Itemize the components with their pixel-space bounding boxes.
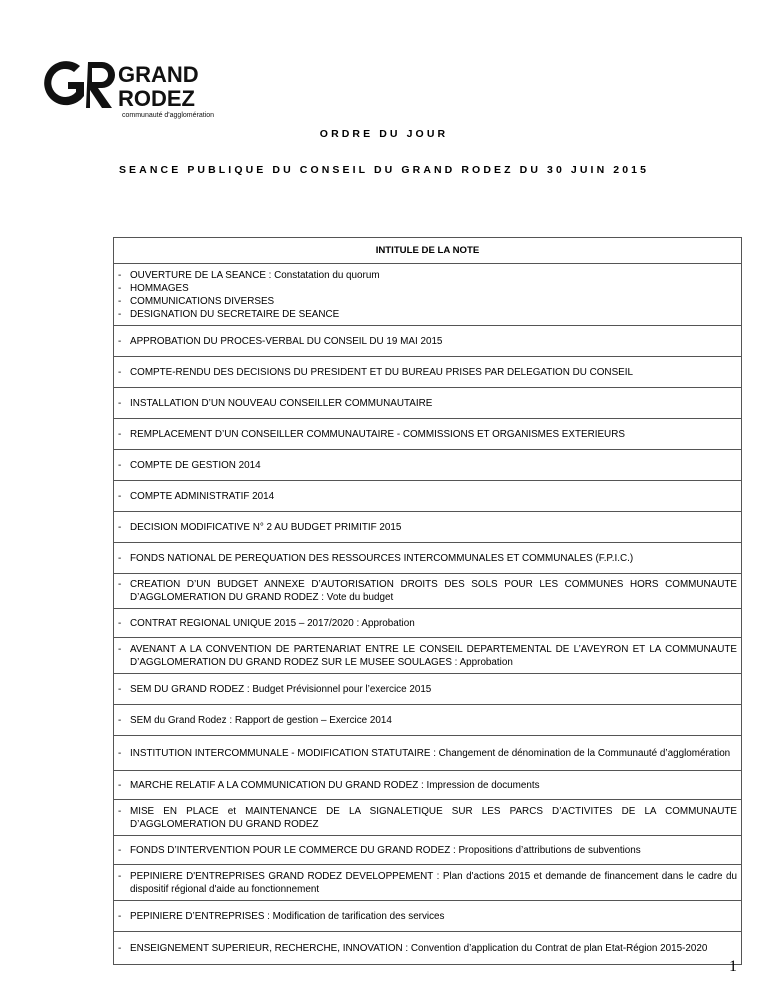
page-subtitle: SEANCE PUBLIQUE DU CONSEIL DU GRAND RODEZ DU 30 JUIN 2015 xyxy=(118,164,650,176)
list-item: - COMMUNICATIONS DIVERSES xyxy=(118,295,275,307)
table-row: - ENSEIGNEMENT SUPERIEUR, RECHERCHE, INNOVATION : Convention d’application du Contrat de plan Etat-Région 2015-2020 xyxy=(114,932,741,965)
logo-mark xyxy=(40,48,240,123)
table-row: - COMPTE DE GESTION 2014 xyxy=(114,450,741,481)
agenda-table xyxy=(113,237,742,965)
table-row: - FONDS NATIONAL DE PEREQUATION DES RESSOURCES INTERCOMMUNALES ET COMMUNALES (F.P.I.C.) xyxy=(114,543,741,574)
list-item: - DESIGNATION DU SECRETAIRE DE SEANCE xyxy=(118,308,340,320)
table-row: - CONTRAT REGIONAL UNIQUE 2015 – 2017/2020 : Approbation xyxy=(114,609,741,638)
table-row: - MISE EN PLACE et MAINTENANCE DE LA SIGNALETIQUE SUR LES PARCS D’ACTIVITES DE LA COMMUNAUTE D’AGGLOMERATION DU GRAND RODEZ xyxy=(114,800,741,836)
table-row: - INSTITUTION INTERCOMMUNALE - MODIFICATION STATUTAIRE : Changement de dénomination de la Communauté d’agglomération xyxy=(114,736,741,771)
table-row: - SEM DU GRAND RODEZ : Budget Prévisionnel pour l’exercice 2015 xyxy=(114,674,741,705)
table-row: - AVENANT A LA CONVENTION DE PARTENARIAT ENTRE LE CONSEIL DEPARTEMENTAL DE L’AVEYRON ET LA COMMUNAUTE D’AGGLOMERATION DU GRAND RODEZ SUR LE MUSEE SOULAGES : Approbation xyxy=(114,638,741,674)
table-row: - COMPTE-RENDU DES DECISIONS DU PRESIDENT ET DU BUREAU PRISES PAR DELEGATION DU CONSEIL xyxy=(114,357,741,388)
table-row: - SEM du Grand Rodez : Rapport de gestion – Exercice 2014 xyxy=(114,705,741,736)
table-row: - DECISION MODIFICATIVE N° 2 AU BUDGET PRIMITIF 2015 xyxy=(114,512,741,543)
table-row: - COMPTE ADMINISTRATIF 2014 xyxy=(114,481,741,512)
opening-items-row xyxy=(114,264,741,326)
table-row: - CREATION D’UN BUDGET ANNEXE D’AUTORISATION DROITS DES SOLS POUR LES COMMUNES HORS COMMUNAUTE D’AGGLOMERATION DU GRAND RODEZ : Vote du budget xyxy=(114,574,741,609)
svg-text:GRAND: GRAND xyxy=(118,62,199,87)
table-row: - PEPINIERE D'ENTREPRISES GRAND RODEZ DEVELOPPEMENT : Plan d'actions 2015 et demande de financement dans le cadre du dispositif régional d'aide au fonctionnement xyxy=(114,865,741,901)
page-number: 1 xyxy=(729,958,737,975)
table-header: INTITULE DE LA NOTE xyxy=(114,238,741,264)
table-row: - REMPLACEMENT D’UN CONSEILLER COMMUNAUTAIRE - COMMISSIONS ET ORGANISMES EXTERIEURS xyxy=(114,419,741,450)
table-row: - FONDS D’INTERVENTION POUR LE COMMERCE DU GRAND RODEZ : Propositions d’attributions de subventions xyxy=(114,836,741,865)
table-row: - APPROBATION DU PROCES-VERBAL DU CONSEIL DU 19 MAI 2015 xyxy=(114,326,741,357)
grand-rodez-logo xyxy=(40,48,240,123)
table-row: - MARCHE RELATIF A LA COMMUNICATION DU GRAND RODEZ : Impression de documents xyxy=(114,771,741,800)
svg-text:RODEZ: RODEZ xyxy=(118,86,195,111)
list-item: - HOMMAGES xyxy=(118,282,189,294)
list-item: - OUVERTURE DE LA SEANCE : Constatation du quorum xyxy=(118,269,380,281)
page-title: ORDRE DU JOUR xyxy=(319,128,449,140)
table-row: - INSTALLATION D’UN NOUVEAU CONSEILLER COMMUNAUTAIRE xyxy=(114,388,741,419)
svg-text:communauté d'agglomération: communauté d'agglomération xyxy=(122,112,215,119)
table-row: - PEPINIERE D’ENTREPRISES : Modification de tarification des services xyxy=(114,901,741,932)
